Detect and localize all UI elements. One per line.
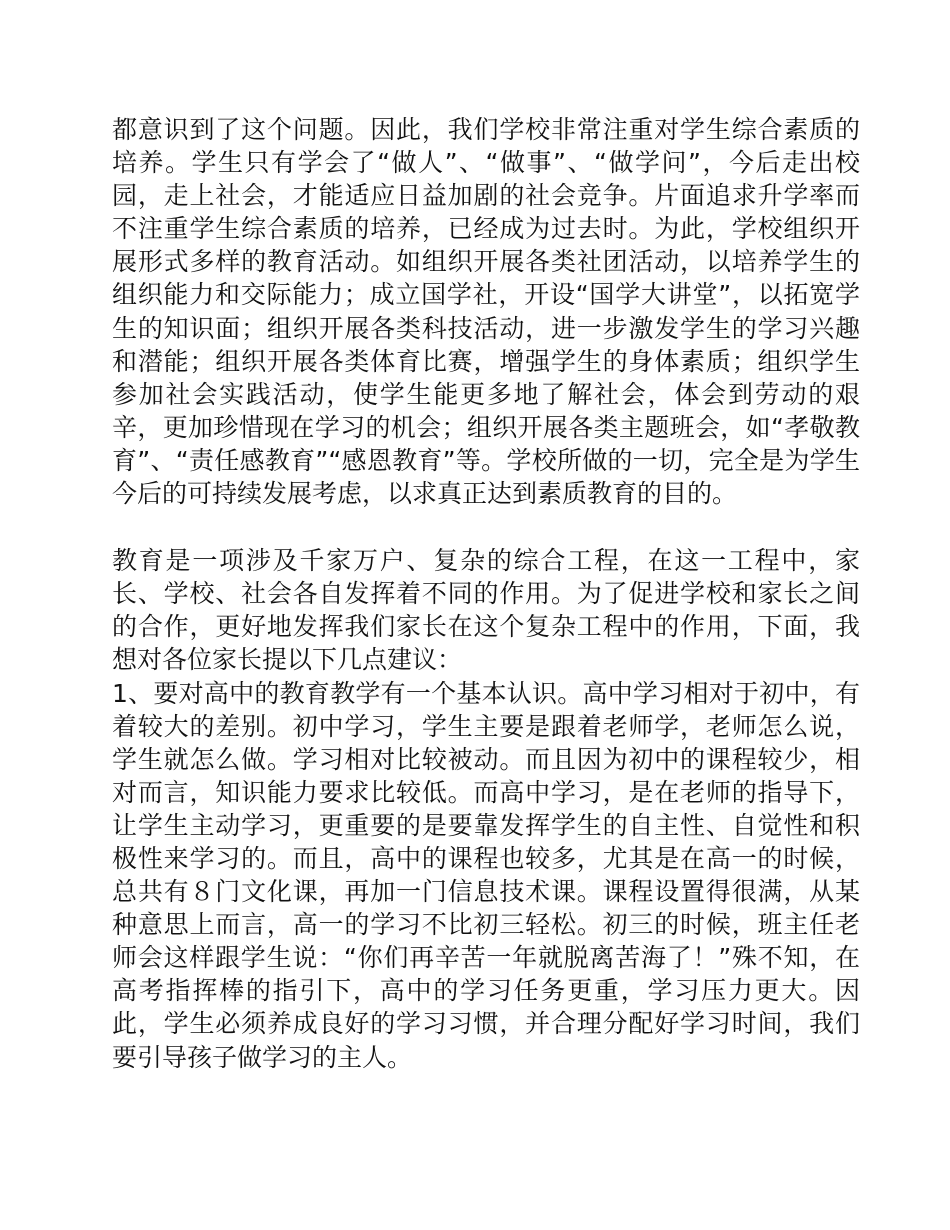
paragraph-1: 都意识到了这个问题。因此，我们学校非常注重对学生综合素质的培养。学生只有学会了“做人”、“做事”、“做学问”，今后走出校园，走上社会，才能适应日益加剧的社会竞争。片面追求升学率而不注重学生综合素质的培养，已经成为过去时。为此，学校组织开展形式多样的教育活动。如组织开展各类社团活动，以培养学生的组织能力和交际能力；成立国学社，开设“国学大讲堂”，以拓宽学生的知识面；组织开展各类科技活动，进一步激发学生的学习兴趣和潜能；组织开展各类体育比赛，增强学生的身体素质；组织学生参加社会实践活动，使学生能更多地了解社会，体会到劳动的艰辛，更加珍惜现在学习的机会；组织开展各类主题班会，如“孝敬教育”、“责任感教育”“感恩教育”等。学校所做的一切，完全是为学生今后的可持续发展考虑，以求真正达到素质教育的目的。 [112, 115, 860, 509]
paragraph-3: 1、要对高中的教育教学有一个基本认识。高中学习相对于初中，有着较大的差别。初中学习，学生主要是跟着老师学，老师怎么说，学生就怎么做。学习相对比较被动。而且因为初中的课程较少，相对而言，知识能力要求比较低。而高中学习，是在老师的指导下，让学生主动学习，更重要的是要靠发挥学生的自主性、自觉性和积极性来学习的。而且，高中的课程也较多，尤其是在高一的时候，总共有８门文化课，再加一门信息技术课。课程设置得很满，从某种意思上而言，高一的学习不比初三轻松。初三的时候，班主任老师会这样跟学生说：“你们再辛苦一年就脱离苦海了！”殊不知，在高考指挥棒的指引下，高中的学习任务更重，学习压力更大。因此，学生必须养成良好的学习习惯，并合理分配好学习时间，我们要引导孩子做学习的主人。 [112, 678, 860, 1072]
paragraph-2: 教育是一项涉及千家万户、复杂的综合工程，在这一工程中，家长、学校、社会各自发挥着不同的作用。为了促进学校和家长之间的合作，更好地发挥我们家长在这个复杂工程中的作用，下面，我想对各位家长提以下几点建议： [112, 546, 860, 675]
document-page [112, 113, 860, 1074]
